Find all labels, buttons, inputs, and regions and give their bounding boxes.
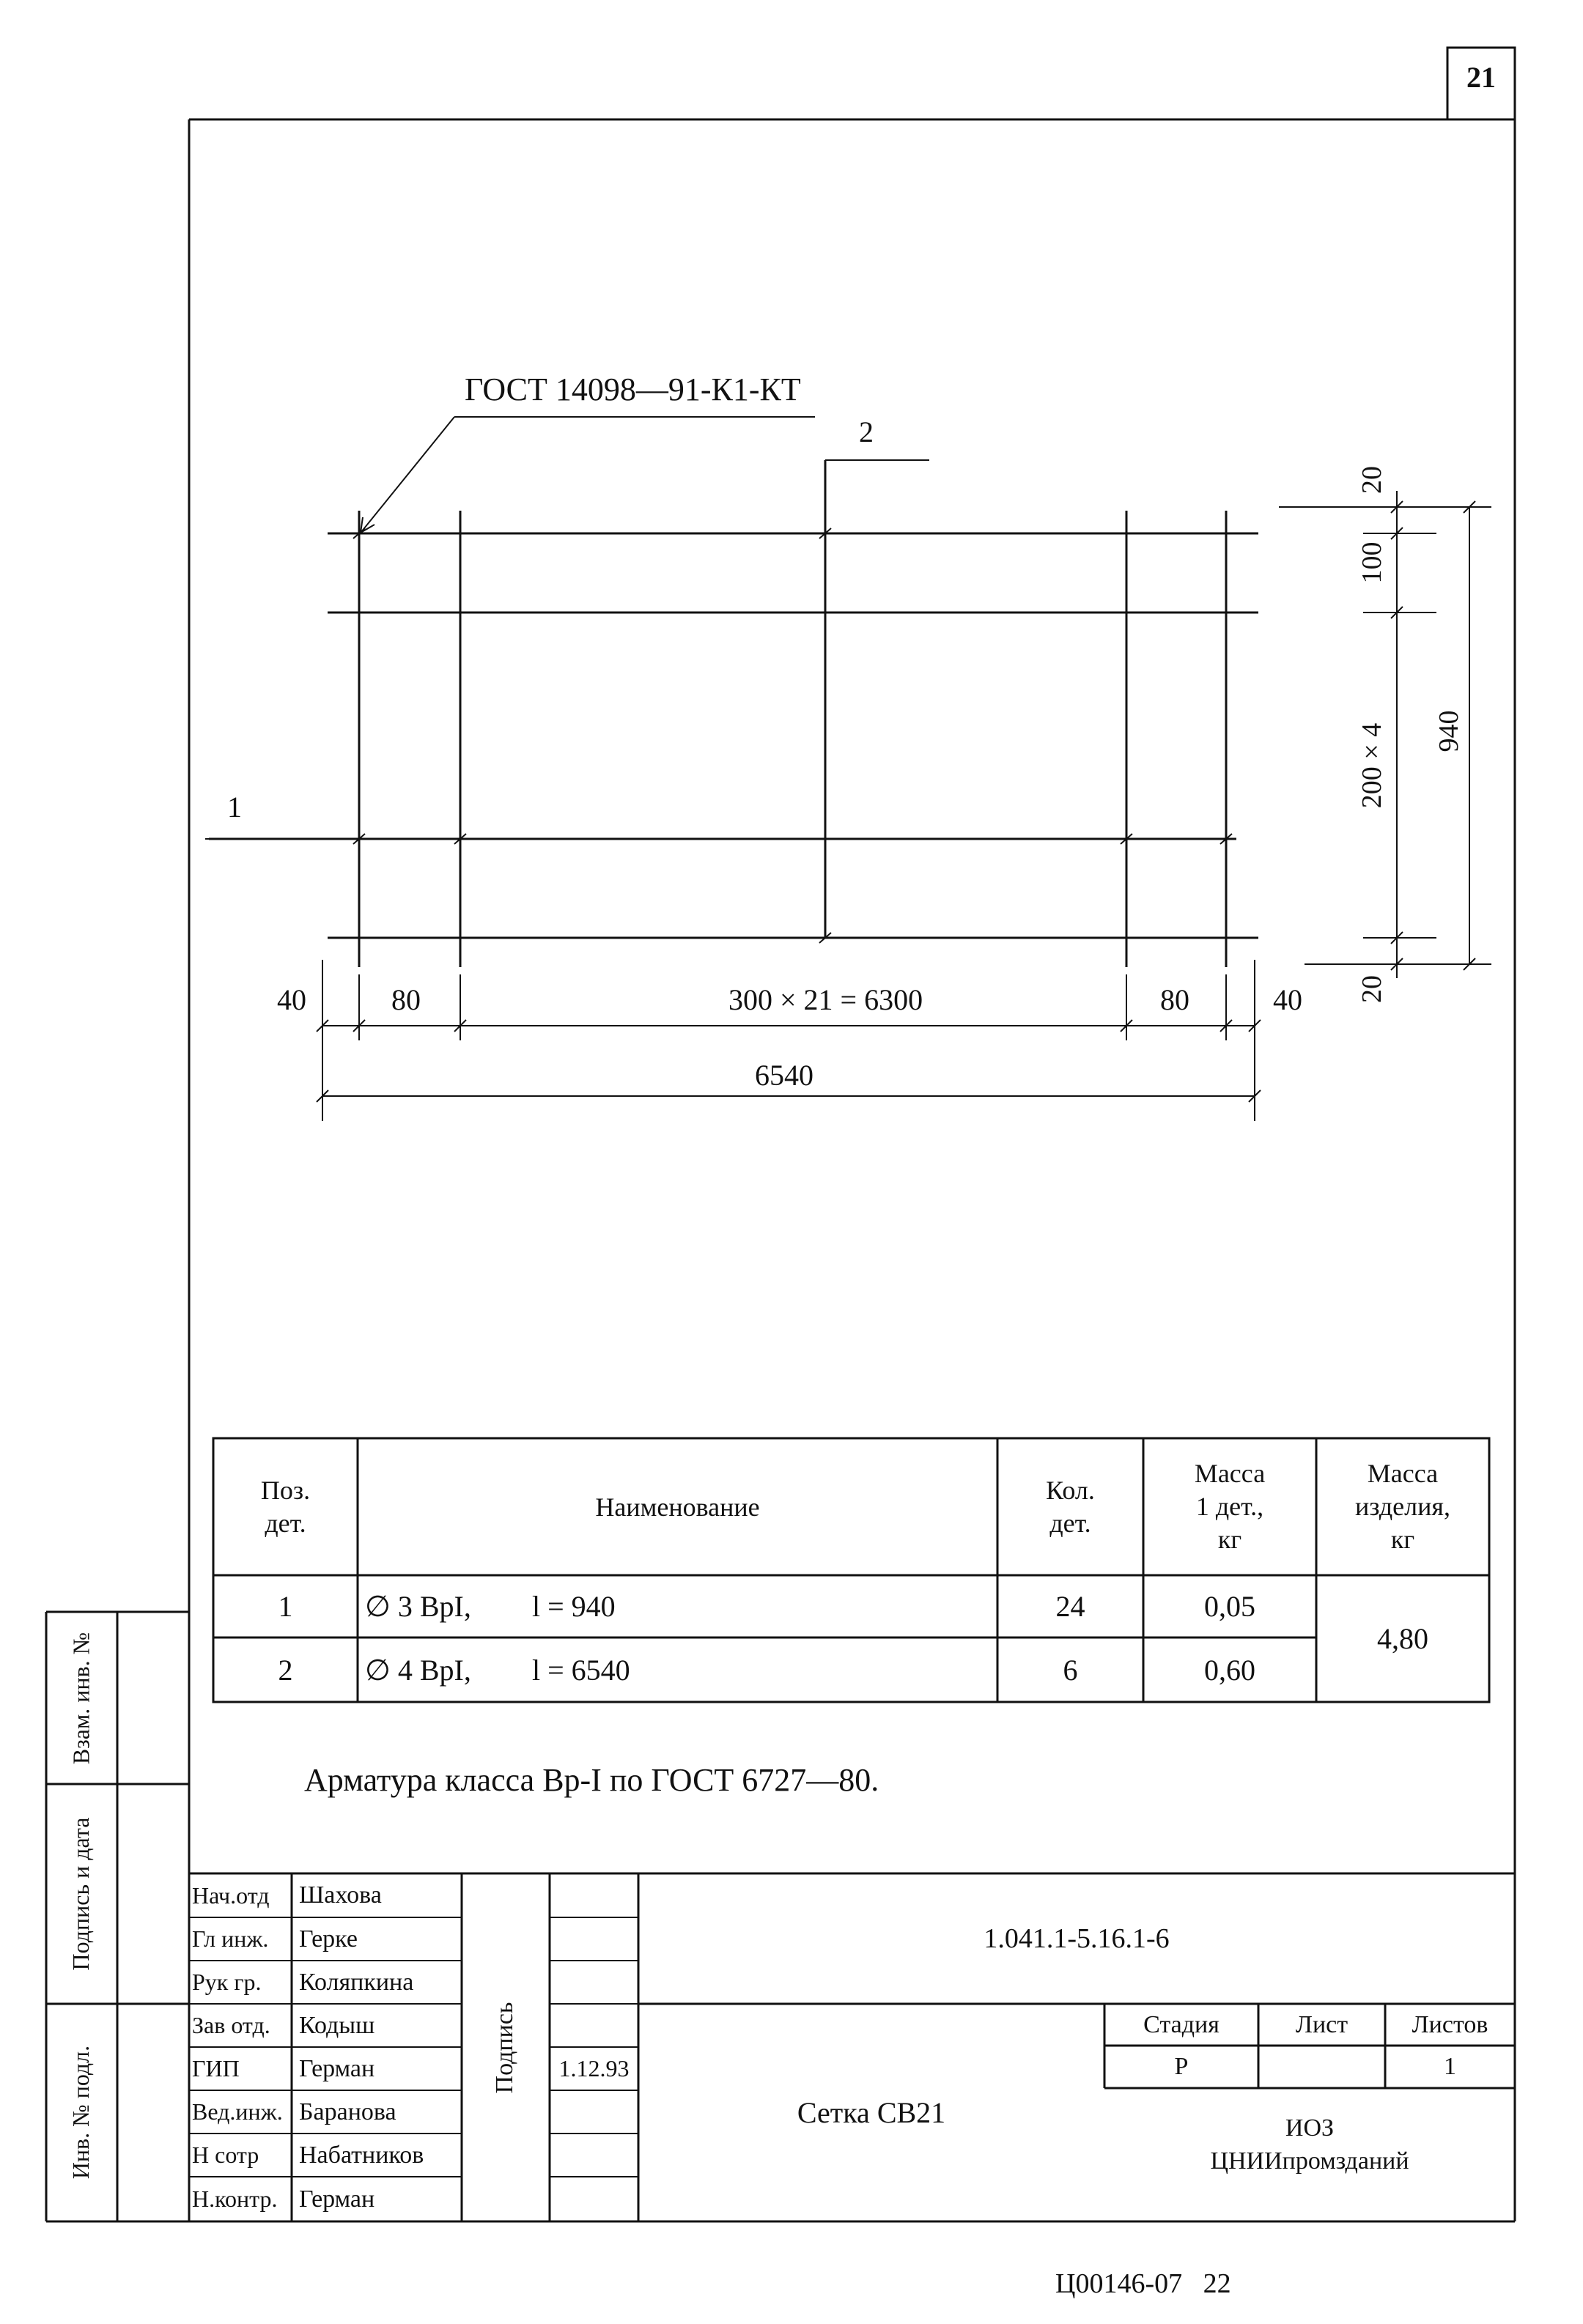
stage-label: Стадия — [1143, 2010, 1219, 2038]
row-1-name: ∅ 3 ВрI, — [365, 1590, 471, 1623]
product-name: Сетка СВ21 — [797, 2096, 946, 2129]
person-1: Герке — [299, 1925, 358, 1953]
row-1-qty: 24 — [1055, 1590, 1085, 1623]
header-pos: Поз. дет. — [260, 1475, 311, 1538]
dim-40-right: 40 — [1273, 983, 1302, 1016]
sheet-label: Лист — [1295, 2010, 1348, 2038]
header-mass-one: Масса 1 дет., кг — [1194, 1459, 1266, 1554]
role-2: Рук гр. — [192, 1969, 262, 1995]
role-3: Зав отд. — [192, 2012, 270, 2038]
total-mass: 4,80 — [1377, 1622, 1428, 1655]
organization-line-1: ИОЗ — [1285, 2114, 1335, 2142]
side-stamp-podpis-data: Подпись и дата — [67, 1817, 94, 1971]
dim-80-right: 80 — [1160, 983, 1189, 1016]
stage-value: Р — [1174, 2053, 1189, 2080]
sheets-value: 1 — [1444, 2053, 1456, 2080]
dim-40-left: 40 — [277, 983, 306, 1016]
row-1-pos: 1 — [278, 1590, 293, 1623]
dim-100: 100 — [1357, 541, 1387, 584]
signature-column-label: Подпись — [491, 2002, 518, 2094]
document-code: 1.041.1-5.16.1-6 — [984, 1923, 1170, 1954]
dim-20-top: 20 — [1357, 466, 1387, 494]
approval-date: 1.12.93 — [558, 2055, 630, 2081]
side-stamp-vzam: Взам. инв. № — [67, 1632, 95, 1765]
person-3: Кодыш — [299, 2011, 375, 2039]
dim-200x4: 200 × 4 — [1357, 722, 1387, 809]
role-4: ГИП — [192, 2055, 240, 2081]
row-1-mass: 0,05 — [1204, 1590, 1255, 1623]
dim-middle: 300 × 21 = 6300 — [728, 983, 923, 1016]
callout-position-1: 1 — [227, 791, 242, 824]
role-6: Н сотр — [192, 2142, 259, 2168]
row-1-length: l = 940 — [532, 1590, 616, 1623]
role-5: Вед.инж. — [192, 2098, 283, 2125]
role-7: Н.контр. — [192, 2186, 278, 2212]
role-1: Гл инж. — [192, 1925, 269, 1952]
person-7: Герман — [299, 2185, 375, 2213]
person-0: Шахова — [299, 1881, 382, 1909]
callout-position-2: 2 — [859, 415, 874, 448]
person-5: Баранова — [299, 2098, 396, 2125]
row-2-qty: 6 — [1063, 1653, 1078, 1687]
role-0: Нач.отд — [192, 1881, 270, 1909]
header-qty: Кол. дет. — [1046, 1475, 1095, 1538]
dim-total: 6540 — [755, 1059, 813, 1092]
sheets-label: Листов — [1412, 2010, 1488, 2038]
organization-line-2: ЦНИИпромзданий — [1210, 2147, 1409, 2175]
dim-80-left: 80 — [391, 983, 421, 1016]
row-2-mass: 0,60 — [1204, 1653, 1255, 1687]
page-number: 21 — [1466, 61, 1496, 94]
person-4: Герман — [299, 2054, 375, 2082]
header-mass-total: Масса изделия, кг — [1355, 1459, 1450, 1554]
dim-20-bottom: 20 — [1357, 975, 1387, 1003]
header-name: Наименование — [595, 1492, 760, 1522]
sheet-value — [1258, 2046, 1385, 2088]
person-2: Коляпкина — [299, 1968, 414, 1996]
row-2-length: l = 6540 — [532, 1653, 630, 1687]
row-2-name: ∅ 4 ВрI, — [365, 1653, 471, 1687]
footer-code: Ц00146-07 22 — [1055, 2268, 1231, 2299]
gost-callout-label: ГОСТ 14098—91-К1-КТ — [465, 371, 801, 407]
row-2-pos: 2 — [278, 1653, 293, 1687]
side-stamp-inv-podl: Инв. № подл. — [67, 2045, 94, 2180]
reinforcement-note: Арматура класса Вр-I по ГОСТ 6727—80. — [304, 1762, 879, 1798]
dim-940: 940 — [1433, 710, 1464, 752]
person-6: Набатников — [299, 2141, 424, 2169]
